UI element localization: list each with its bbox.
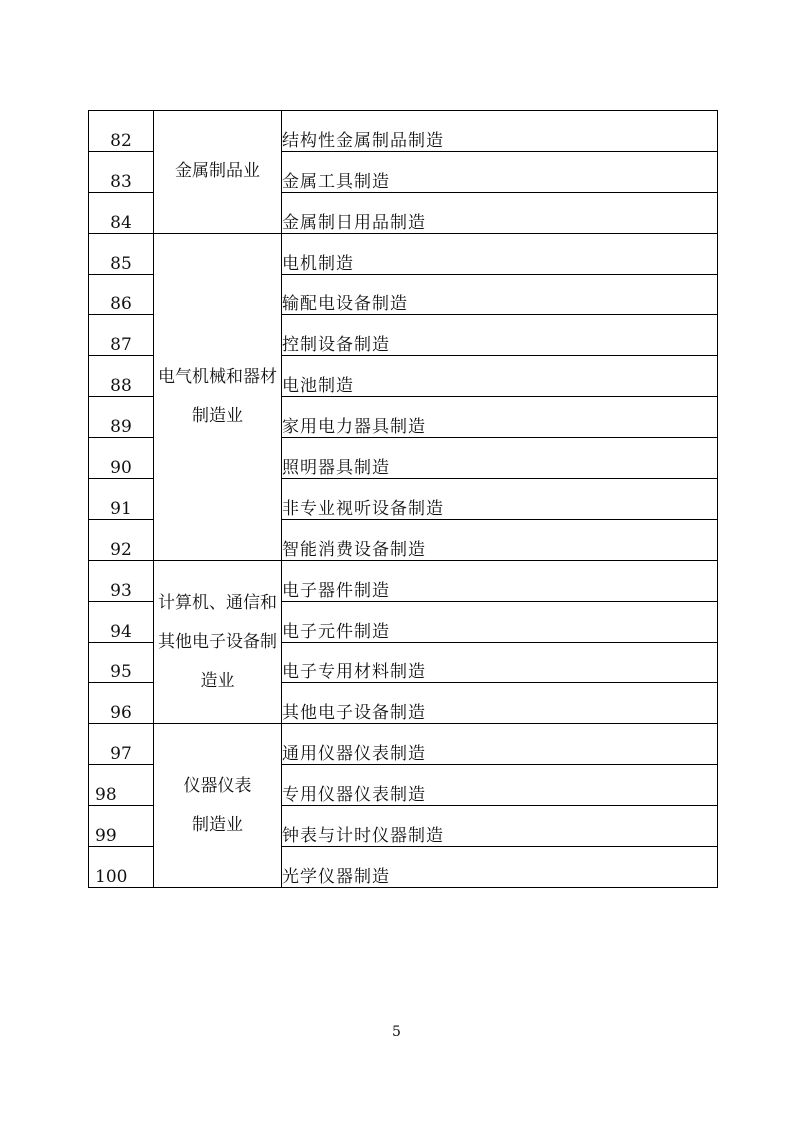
subcategory-cell: 结构性金属制品制造 xyxy=(282,111,718,152)
page-number: 5 xyxy=(392,1024,401,1040)
row-number: 95 xyxy=(89,642,154,683)
subcategory-cell: 控制设备制造 xyxy=(282,315,718,356)
industry-table xyxy=(88,110,718,888)
row-number: 87 xyxy=(89,315,154,356)
subcategory-cell: 电子器件制造 xyxy=(282,560,718,601)
row-number: 96 xyxy=(89,683,154,724)
subcategory-cell: 专用仪器仪表制造 xyxy=(282,765,718,806)
subcategory-cell: 电子元件制造 xyxy=(282,601,718,642)
row-number: 90 xyxy=(89,438,154,479)
subcategory-cell: 金属工具制造 xyxy=(282,151,718,192)
category-cell xyxy=(154,560,282,724)
row-number: 98 xyxy=(89,765,154,806)
category-cell xyxy=(154,111,282,234)
category-label: 仪器仪表制造业 xyxy=(183,775,252,835)
subcategory-cell: 光学仪器制造 xyxy=(282,847,718,888)
subcategory-cell: 智能消费设备制造 xyxy=(282,519,718,560)
subcategory-cell: 金属制日用品制造 xyxy=(282,192,718,233)
row-number: 83 xyxy=(89,151,154,192)
table-row xyxy=(89,724,718,765)
row-number: 84 xyxy=(89,192,154,233)
row-number: 85 xyxy=(89,233,154,274)
subcategory-cell: 照明器具制造 xyxy=(282,438,718,479)
category-label: 电气机械和器材制造业 xyxy=(158,366,277,426)
subcategory-cell: 输配电设备制造 xyxy=(282,274,718,315)
row-number: 100 xyxy=(89,847,154,888)
row-number: 89 xyxy=(89,397,154,438)
category-label: 金属制品业 xyxy=(175,161,260,182)
row-number: 88 xyxy=(89,356,154,397)
subcategory-cell: 家用电力器具制造 xyxy=(282,397,718,438)
row-number: 92 xyxy=(89,519,154,560)
table-row xyxy=(89,111,718,152)
subcategory-cell: 电池制造 xyxy=(282,356,718,397)
subcategory-cell: 电机制造 xyxy=(282,233,718,274)
subcategory-cell: 其他电子设备制造 xyxy=(282,683,718,724)
row-number: 82 xyxy=(89,111,154,152)
category-cell xyxy=(154,724,282,888)
row-number: 86 xyxy=(89,274,154,315)
subcategory-cell: 通用仪器仪表制造 xyxy=(282,724,718,765)
subcategory-cell: 非专业视听设备制造 xyxy=(282,479,718,520)
row-number: 97 xyxy=(89,724,154,765)
category-cell xyxy=(154,233,282,560)
table-row xyxy=(89,560,718,601)
subcategory-cell: 电子专用材料制造 xyxy=(282,642,718,683)
table-row xyxy=(89,233,718,274)
row-number: 99 xyxy=(89,806,154,847)
row-number: 94 xyxy=(89,601,154,642)
row-number: 93 xyxy=(89,560,154,601)
row-number: 91 xyxy=(89,479,154,520)
category-label: 计算机、通信和其他电子设备制造业 xyxy=(158,592,277,691)
subcategory-cell: 钟表与计时仪器制造 xyxy=(282,806,718,847)
